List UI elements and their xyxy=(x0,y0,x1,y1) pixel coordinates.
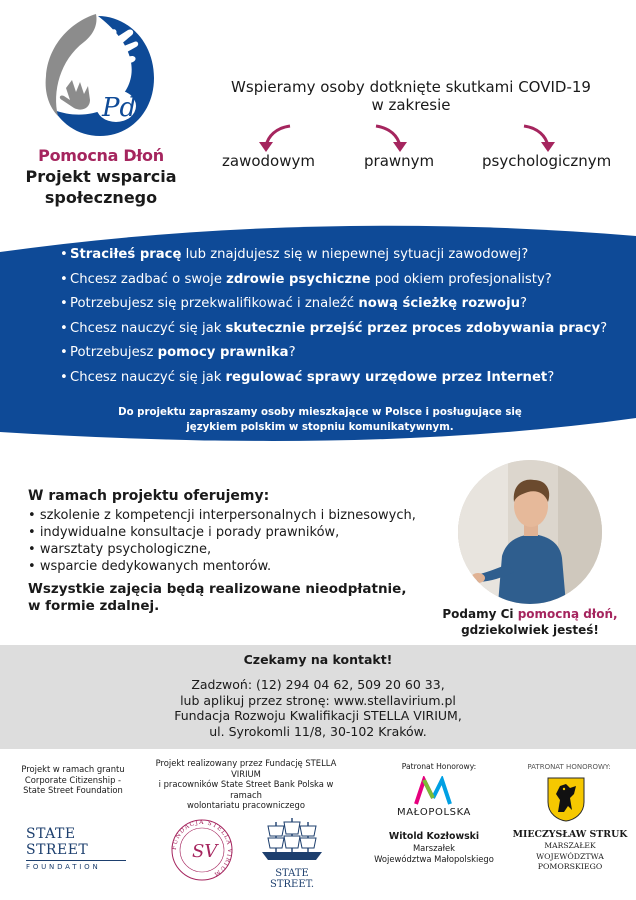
contact-details xyxy=(0,677,636,739)
svg-text:FUNDACJA STELLA VIRIUM: FUNDACJA STELLA VIRIUM xyxy=(170,818,234,879)
patron-2: MIECZYSŁAW STRUK MARSZAŁEK WOJEWÓDZTWA POMORSKIEGO xyxy=(508,828,632,873)
grant-note: Projekt w ramach grantu Corporate Citizenship - State Street Foundation xyxy=(21,764,125,795)
support-line-2: w zakresie xyxy=(371,96,451,114)
invite-line-1: Do projektu zapraszamy osoby mieszkające w Polsce i posługujące się xyxy=(118,407,522,418)
volunteer-photo xyxy=(458,460,602,604)
invite-note xyxy=(90,405,550,435)
area-legal: prawnym xyxy=(364,152,435,170)
logo-letters: Pd xyxy=(102,93,137,123)
patron-label-2: PATRONAT HONOROWY: xyxy=(527,763,611,771)
questions-list xyxy=(60,243,620,391)
area-professional: zawodowym xyxy=(222,152,315,170)
griffin-shield-icon xyxy=(546,776,586,822)
ship-icon xyxy=(254,816,330,862)
offer-list xyxy=(28,507,448,575)
contact-section xyxy=(0,645,636,749)
contact-phone: Zadzwoń: (12) 294 04 62, 509 20 60 33, xyxy=(191,677,445,692)
offer-item: • warsztaty psychologiczne, xyxy=(28,542,212,557)
question-item: • Chcesz nauczyć się jak regulować sprawy urzędowe przez Internet? xyxy=(60,369,555,385)
patron-name-2: MIECZYSŁAW STRUK xyxy=(512,829,628,840)
state-street-bank-logo: STATE STREET. xyxy=(254,816,330,878)
support-areas xyxy=(0,152,636,172)
invite-line-2: językiem polskim w stopniu komunikatywnym. xyxy=(186,422,454,433)
stella-virium-emblem xyxy=(170,818,234,882)
brand-subtitle-1: Projekt wsparcia xyxy=(25,167,177,186)
person-illustration xyxy=(458,460,602,604)
contact-organization: Fundacja Rozwoju Kwalifikacji STELLA VIRIUM, xyxy=(174,708,462,723)
brand-name: Pomocna Dłoń xyxy=(38,146,164,165)
area-psychological: psychologicznym xyxy=(482,152,612,170)
contact-website: lub aplikuj przez stronę: www.stellavirium.pl xyxy=(180,692,456,708)
question-item: • Chcesz nauczyć się jak skutecznie przejść przez proces zdobywania pracy? xyxy=(60,320,608,336)
curved-arrow-icon-3 xyxy=(524,126,555,152)
contact-address: ul. Syrokomli 11/8, 30-102 Kraków. xyxy=(209,723,427,739)
question-item: • Potrzebujesz się przekwalifikować i znaleźć nową ścieżkę rozwoju? xyxy=(60,296,528,312)
question-item: • Chcesz zadbać o swoje zdrowie psychiczne pod okiem profesjonalisty? xyxy=(60,271,552,287)
stella-virium-logo xyxy=(170,818,234,882)
offer-item: • indywidualne konsultacje i porady prawników, xyxy=(28,525,340,540)
offer-item: • wsparcie dedykowanych mentorów. xyxy=(28,559,272,574)
support-heading xyxy=(196,78,626,114)
offer-title: W ramach projektu oferujemy: xyxy=(28,488,270,504)
curved-arrow-icon-1 xyxy=(259,126,290,152)
question-item: • Straciłeś pracę lub znajdujesz się w niepewnej sytuacji zawodowej? xyxy=(60,247,529,262)
question-item: • Potrzebujesz pomocy prawnika? xyxy=(60,345,296,361)
malopolska-logo xyxy=(408,776,458,806)
hands-icon xyxy=(40,12,158,140)
pomocna-dlon-logo xyxy=(40,12,158,140)
state-street-foundation-logo: STATE STREET FOUNDATION xyxy=(26,826,126,871)
area-arrows xyxy=(0,124,636,154)
contact-title: Czekamy na kontakt! xyxy=(243,652,393,667)
brand-subtitle-2: społecznego xyxy=(44,188,158,207)
offer-section xyxy=(28,488,448,615)
svg-text:SV: SV xyxy=(192,841,218,862)
patron-name-1: Witold Kozłowski xyxy=(388,831,480,842)
curved-arrow-icon-2 xyxy=(376,126,407,152)
patron-label-1: Patronat Honorowy: xyxy=(401,762,477,771)
photo-caption: Podamy Ci pomocną dłoń, gdziekolwiek jesteś! xyxy=(442,607,618,637)
malopolska-m-icon xyxy=(408,776,458,806)
offer-item: • szkolenie z kompetencji interpersonalnych i biznesowych, xyxy=(28,508,416,523)
free-note: Wszystkie zajęcia będą realizowane nieodpłatnie, w formie zdalnej. xyxy=(28,581,407,614)
malopolska-wordmark: MAŁOPOLSKA xyxy=(396,807,471,818)
realized-note: Projekt realizowany przez Fundację STELLA VIRIUM i pracowników State Street Bank Polska w ramach wolontariatu pracowniczego xyxy=(155,758,337,810)
support-line-1: Wspieramy osoby dotknięte skutkami COVID-19 xyxy=(231,78,591,96)
pomorskie-coat-of-arms xyxy=(546,776,586,822)
patron-1: Witold Kozłowski Marszałek Województwa Małopolskiego xyxy=(370,830,498,864)
